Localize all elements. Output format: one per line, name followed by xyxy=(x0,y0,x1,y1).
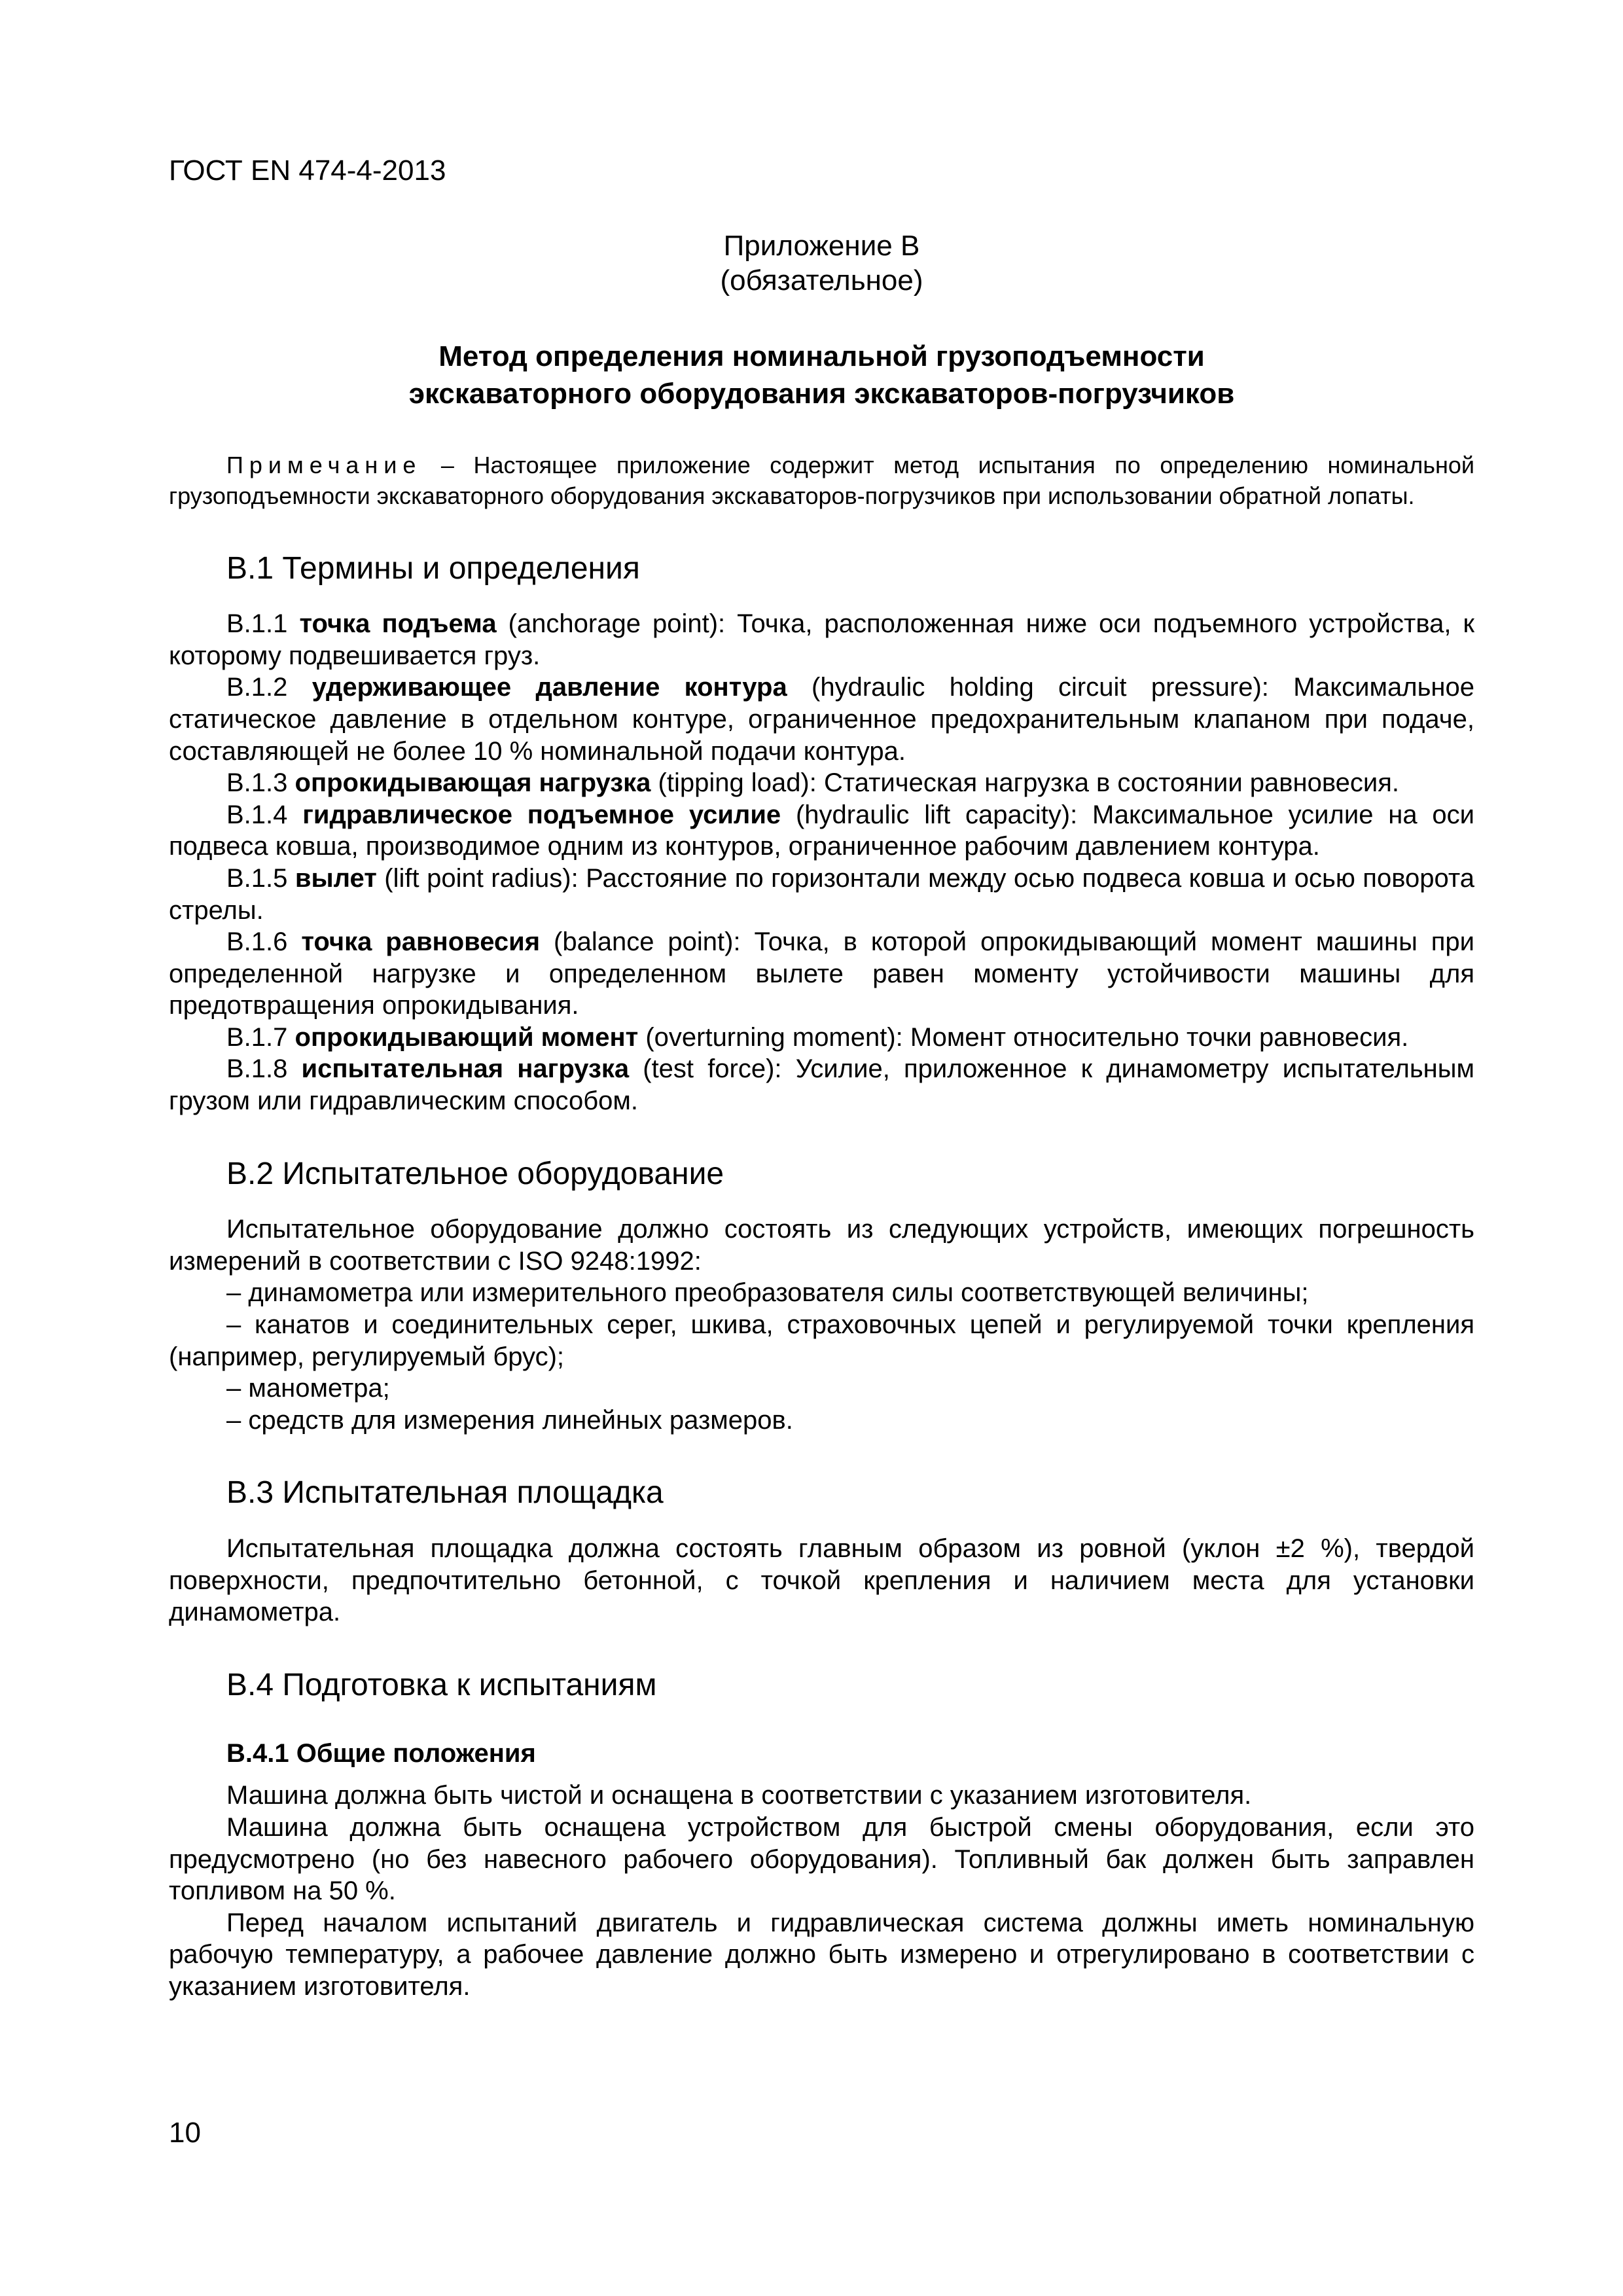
section-b3-text: Испытательная площадка должна состоять главным образом из ровной (уклон ±2 %), твердой поверхности, предпочтительно бетонной, с точкой крепления и наличием места для установки динамометра. xyxy=(169,1534,1474,1627)
term-definition xyxy=(169,926,1474,1022)
terms-list xyxy=(169,608,1474,1117)
annex-heading-line-1: Метод определения номинальной грузоподъемности xyxy=(438,340,1205,372)
annex-note xyxy=(169,450,1474,512)
term-name: опрокидывающий момент xyxy=(294,1022,639,1052)
term-definition xyxy=(169,672,1474,767)
page-content xyxy=(169,229,1474,2003)
paragraph: Машина должна быть оснащена устройством для быстрой смены оборудования, если это предусмотрено (но без навесного рабочего оборудования). Топливный бак должен быть заправлен топливом на 50 %. xyxy=(169,1812,1474,1906)
term-name: точка равновесия xyxy=(301,927,541,957)
term-name: вылет xyxy=(294,863,377,893)
note-label: Примечание xyxy=(226,451,422,478)
list-item: – манометра; xyxy=(226,1374,390,1403)
paragraph: Машина должна быть чистой и оснащена в соответствии с указанием изготовителя. xyxy=(226,1781,1252,1810)
document-number: ГОСТ EN 474-4-2013 xyxy=(169,154,446,187)
term-text: (anchorage point): Точка, расположенная ниже оси подъемного устройства, к которому подвешивается груз. xyxy=(169,609,1475,670)
term-name: гидравлическое подъемное усилие xyxy=(302,800,781,829)
section-b2-intro: Испытательное оборудование должно состоять из следующих устройств, имеющих погрешность измерений в соответствии с ISO 9248:1992: xyxy=(169,1215,1474,1276)
note-text: – Настоящее приложение содержит метод испытания по определению номинальной грузоподъемности экскаваторного оборудования экскаваторов-погрузчиков при использовании обратной лопаты. xyxy=(169,451,1474,509)
term-number: В.1.6 xyxy=(226,927,302,957)
term-text: (lift point radius): Расстояние по горизонтали между осью подвеса ковша и осью поворота стрелы. xyxy=(169,863,1474,925)
term-definition xyxy=(169,799,1474,863)
annex-title: Приложение В xyxy=(723,230,920,262)
term-name: удерживающее давление контура xyxy=(312,673,787,702)
term-number: В.1.4 xyxy=(226,800,303,829)
section-b2-heading: В.2 Испытательное оборудование xyxy=(226,1156,724,1191)
term-text: (hydraulic holding circuit pressure): Максимальное статическое давление в отдельном контуре, ограниченное предохранительным клапаном при подаче, составляющей не более 10 % номинальной подачи контура. xyxy=(169,673,1475,766)
term-number: В.1.7 xyxy=(226,1022,295,1052)
term-definition xyxy=(169,767,1474,799)
list-item: – средств для измерения линейных размеров. xyxy=(226,1405,793,1435)
term-number: В.1.3 xyxy=(226,768,295,798)
subsection-b41-heading: В.4.1 Общие положения xyxy=(226,1739,536,1768)
term-definition xyxy=(169,1022,1474,1054)
annex-status: (обязательное) xyxy=(720,264,923,296)
term-name: точка подъема xyxy=(299,609,497,639)
term-number: В.1.8 xyxy=(226,1054,302,1084)
term-text: (hydraulic lift capacity): Максимальное усилие на оси подвеса ковша, производимое одним из контуров, ограниченное рабочим давлением контура. xyxy=(169,800,1475,861)
term-text: (overturning moment): Момент относительно точки равновесия. xyxy=(638,1022,1409,1052)
term-text: (tipping load): Статическая нагрузка в состоянии равновесия. xyxy=(651,768,1400,798)
paragraph: Перед началом испытаний двигатель и гидравлическая система должны иметь номинальную рабочую температуру, а рабочее давление должно быть измерено и отрегулировано в соответствии с указанием изготовителя. xyxy=(169,1908,1474,2001)
annex-heading-line-2: экскаваторного оборудования экскаваторов-погрузчиков xyxy=(408,377,1235,410)
term-number: В.1.1 xyxy=(226,609,300,639)
term-name: опрокидывающая нагрузка xyxy=(294,768,651,798)
section-b3-heading: В.3 Испытательная площадка xyxy=(226,1475,664,1511)
term-text: (test force): Усилие, приложенное к динамометру испытательным грузом или гидравлическим способом. xyxy=(169,1054,1474,1116)
term-definition xyxy=(169,1053,1474,1117)
section-b1-heading: В.1 Термины и определения xyxy=(226,550,640,586)
term-definition xyxy=(169,608,1474,672)
list-item: – канатов и соединительных серег, шкива, страховочных цепей и регулируемой точки крепления (например, регулируемый брус); xyxy=(169,1310,1474,1371)
list-item: – динамометра или измерительного преобразователя силы соответствующей величины; xyxy=(226,1278,1309,1308)
term-definition xyxy=(169,863,1474,926)
page-number: 10 xyxy=(169,2117,201,2149)
term-number: В.1.2 xyxy=(226,673,312,702)
term-text: (balance point): Точка, в которой опрокидывающий момент машины при определенной нагрузке и определенном вылете равен моменту устойчивости машины для предотвращения опрокидывания. xyxy=(169,927,1475,1020)
term-number: В.1.5 xyxy=(226,863,295,893)
term-name: испытательная нагрузка xyxy=(301,1054,630,1084)
section-b4-heading: В.4 Подготовка к испытаниям xyxy=(226,1667,657,1702)
annex-heading xyxy=(169,338,1474,412)
